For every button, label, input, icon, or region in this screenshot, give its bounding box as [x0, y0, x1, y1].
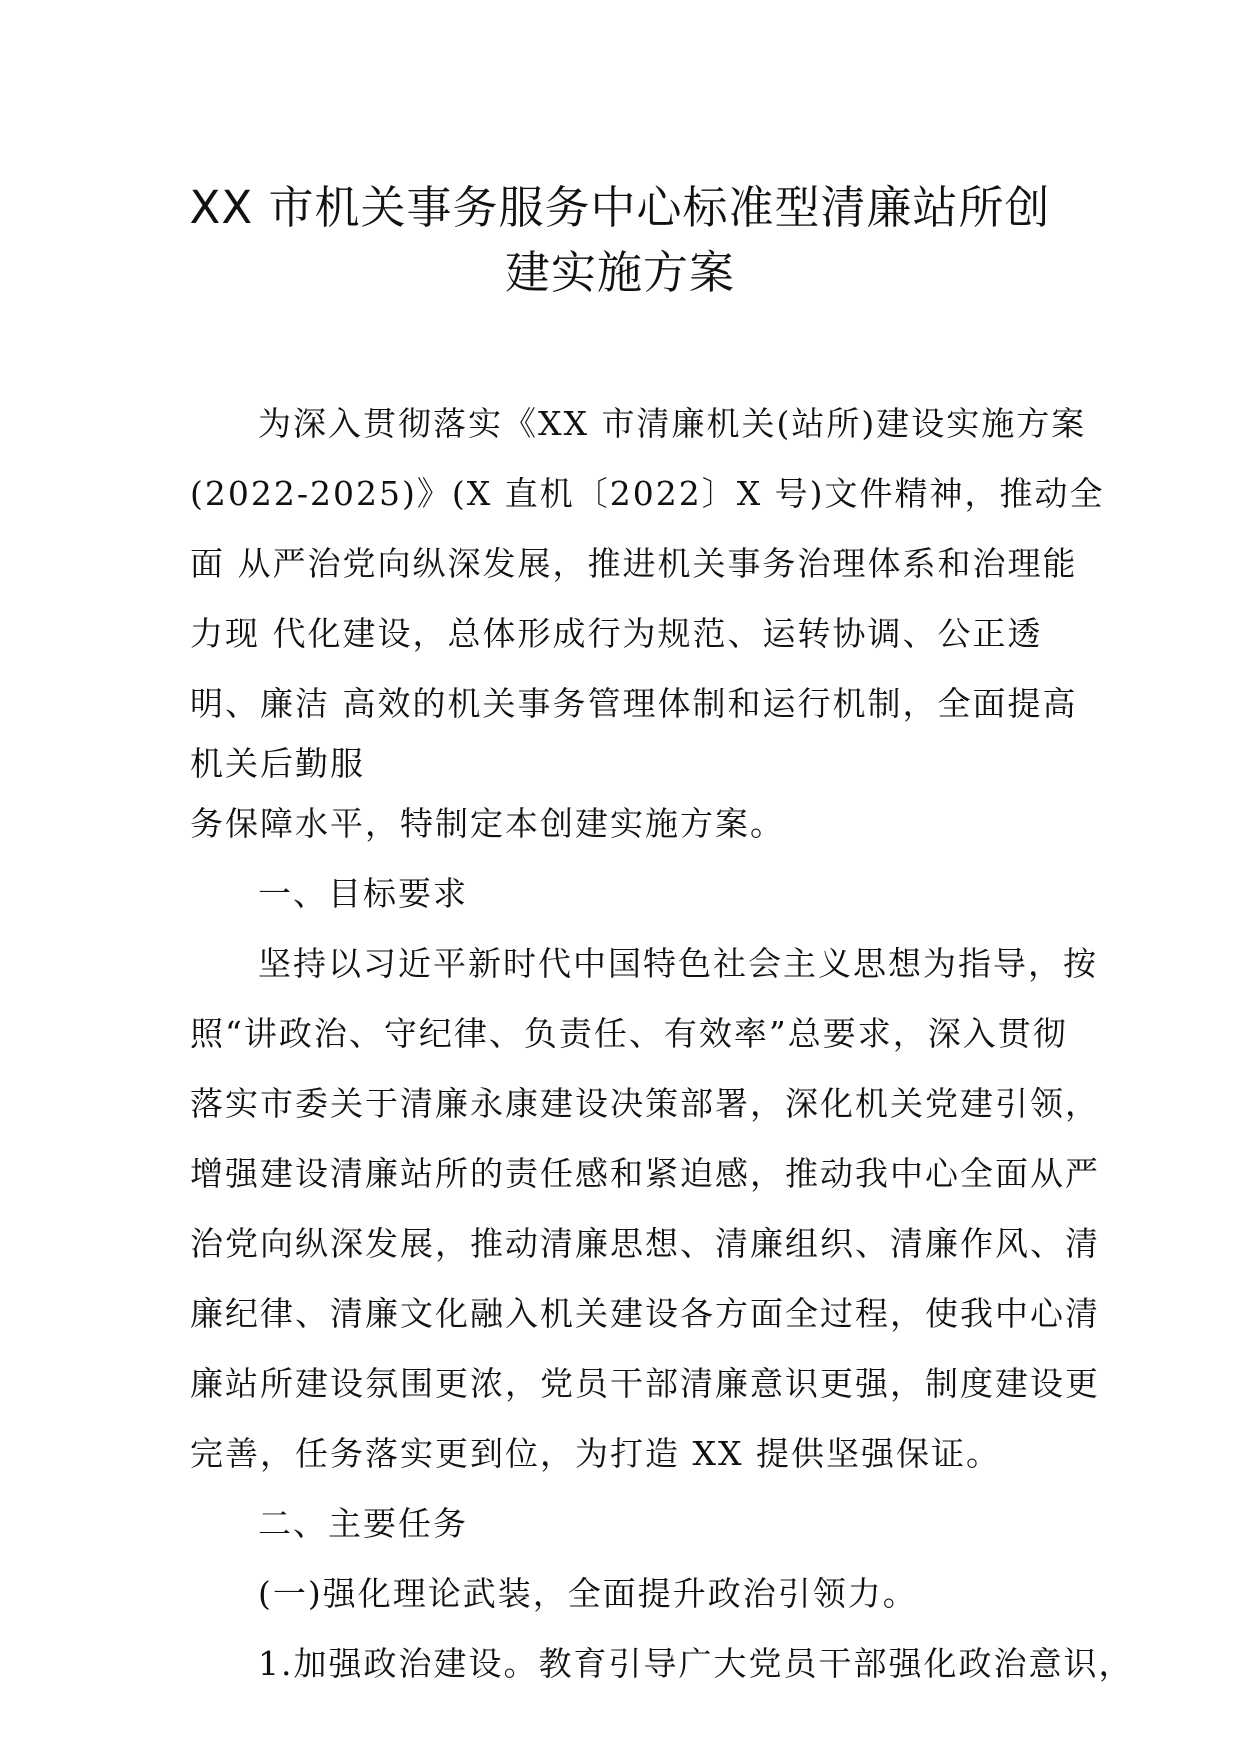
paragraph-line: 增强建设清廉站所的责任感和紧迫感，推动我中心全面从严 — [190, 1154, 1100, 1193]
document-title-line-1: XX 市机关事务服务中心标准型清廉站所创 — [189, 181, 1051, 234]
paragraph-line: 面 从严治党向纵深发展，推进机关事务治理体系和治理能 — [190, 544, 1078, 583]
paragraph-line: 1.加强政治建设。教育引导广大党员干部强化政治意识， — [258, 1644, 1134, 1683]
subsection-heading: (一)强化理论武装，全面提升政治引领力。 — [258, 1574, 918, 1613]
paragraph-line: (2022-2025)》(X 直机〔2022〕X 号)文件精神，推动全 — [190, 474, 1105, 513]
document-title-line-2: 建实施方案 — [504, 246, 735, 299]
paragraph-line: 明、廉洁 高效的机关事务管理体制和运行机制，全面提高 — [190, 684, 1078, 723]
paragraph-line: 机关后勤服 — [190, 744, 365, 783]
paragraph-line: 为深入贯彻落实《XX 市清廉机关(站所)建设实施方案 — [258, 404, 1087, 443]
section-heading: 一、目标要求 — [258, 874, 468, 913]
paragraph-line: 完善，任务落实更到位，为打造 XX 提供坚强保证。 — [190, 1434, 1001, 1473]
paragraph-line: 务保障水平，特制定本创建实施方案。 — [190, 804, 785, 843]
paragraph-line: 照“讲政治、守纪律、负责任、有效率”总要求，深入贯彻 — [190, 1014, 1068, 1053]
paragraph-line: 廉站所建设氛围更浓，党员干部清廉意识更强，制度建设更 — [190, 1364, 1100, 1403]
section-heading: 二、主要任务 — [258, 1504, 468, 1543]
paragraph-line: 力现 代化建设，总体形成行为规范、运转协调、公正透 — [190, 614, 1043, 653]
paragraph-line: 治党向纵深发展，推动清廉思想、清廉组织、清廉作风、清 — [190, 1224, 1100, 1263]
paragraph-line: 坚持以习近平新时代中国特色社会主义思想为指导，按 — [258, 944, 1098, 983]
paragraph-line: 落实市委关于清廉永康建设决策部署，深化机关党建引领， — [190, 1084, 1100, 1123]
paragraph-line: 廉纪律、清廉文化融入机关建设各方面全过程，使我中心清 — [190, 1294, 1100, 1333]
